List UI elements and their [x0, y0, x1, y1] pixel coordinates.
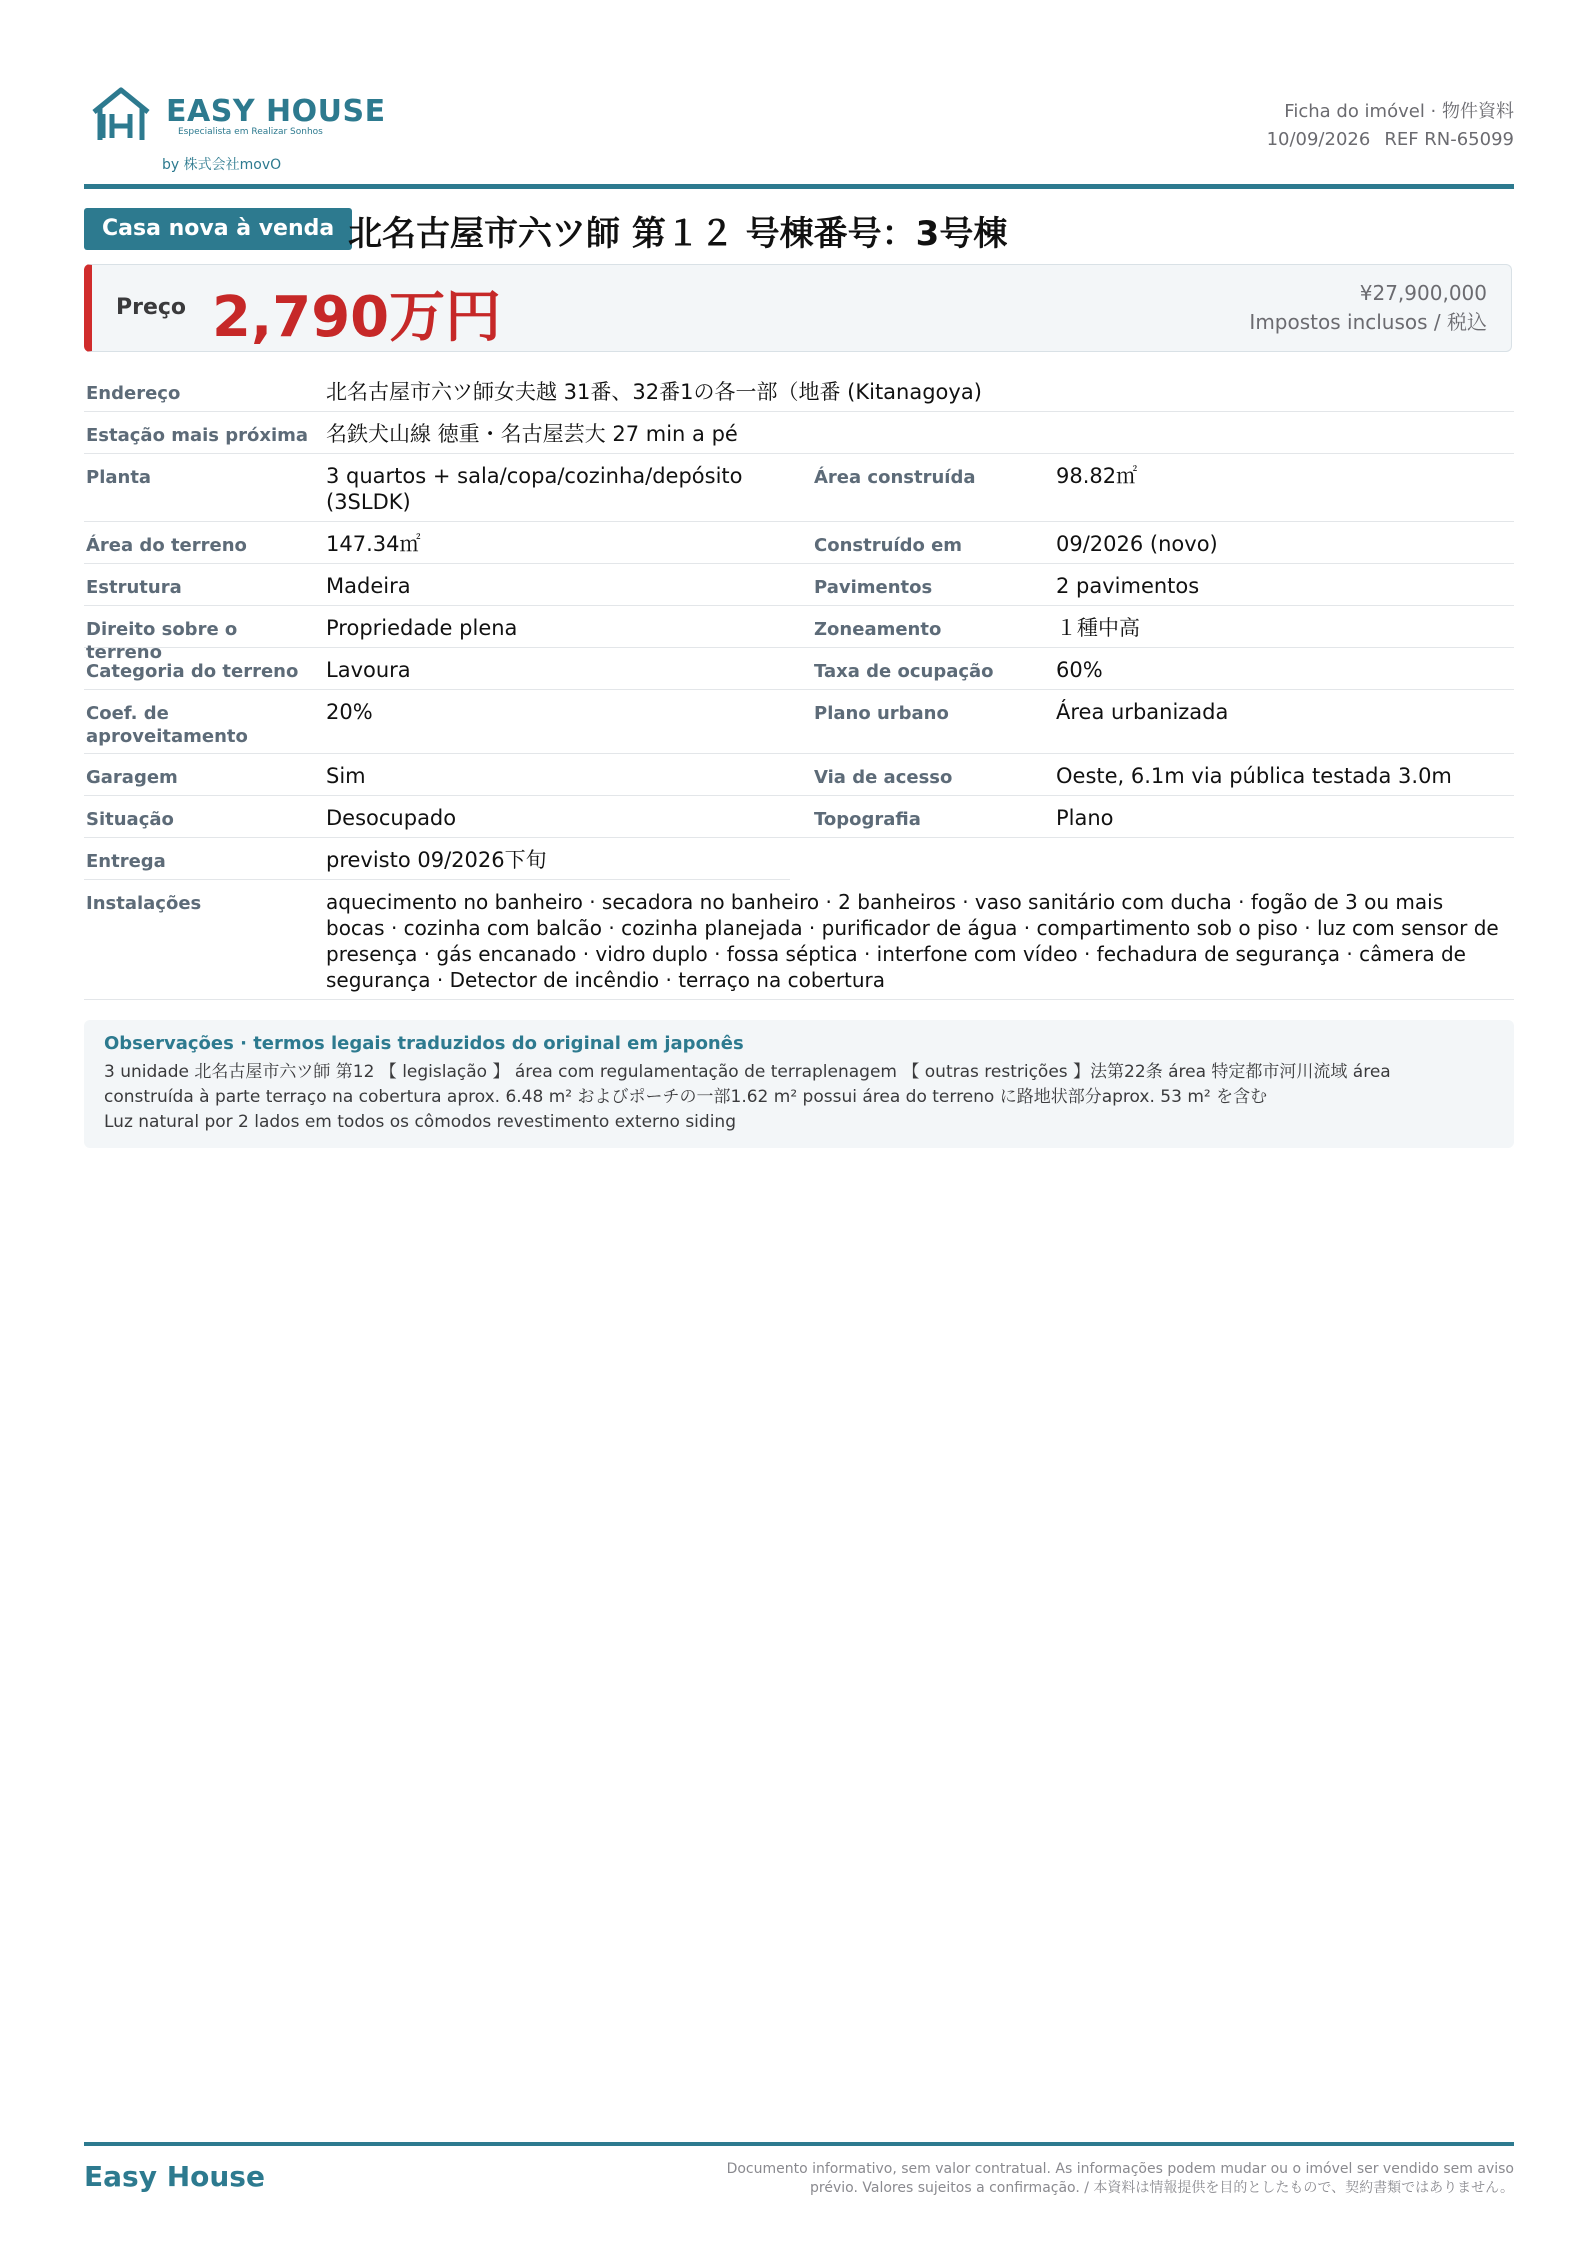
spec-label: Plano urbano [814, 703, 949, 724]
spec-value: 名鉄犬山線 徳重・名古屋芸大 27 min a pé [326, 422, 738, 446]
spec-value: previsto 09/2026下旬 [326, 848, 547, 872]
spec-row-land-area [84, 522, 1514, 564]
spec-row-parking [84, 754, 1514, 796]
spec-row-status [84, 796, 1514, 838]
document-date: 10/09/2026 [1266, 129, 1371, 150]
spec-value: Madeira [326, 574, 411, 598]
spec-row-station [84, 412, 1514, 454]
reference-code: REF RN-65099 [1384, 129, 1514, 150]
spec-value: Plano [1056, 806, 1114, 830]
document-type: Ficha do imóvel · 物件資料 [1284, 101, 1514, 122]
spec-value: 北名古屋市六ツ師女夫越 31番、32番1の各一部（地番 (Kitanagoya) [326, 380, 982, 404]
spec-row-land-category [84, 648, 1514, 690]
brand-company: by 株式会社movO [162, 157, 282, 173]
price-yen: ¥27,900,000 [1359, 281, 1487, 305]
spec-row-facilities [84, 880, 1514, 1000]
spec-label: Endereço [86, 383, 181, 404]
spec-label: Taxa de ocupação [814, 661, 994, 682]
footer-disclaimer [614, 2160, 1514, 2198]
spec-label: Construído em [814, 535, 963, 556]
listing-type-badge: Casa nova à venda [84, 208, 352, 250]
spec-value: 20% [326, 700, 373, 724]
spec-label: Instalações [86, 893, 202, 914]
notes-line: Luz natural por 2 lados em todos os cômodos revestimento externo siding [104, 1112, 736, 1132]
footer-divider [84, 2142, 1514, 2146]
disclaimer-line: Documento informativo, sem valor contratual. As informações podem mudar ou o imóvel ser vendido sem aviso [726, 2161, 1514, 2177]
price-details [1249, 279, 1487, 337]
spec-row-land-rights [84, 606, 1514, 663]
price-box [84, 264, 1512, 352]
spec-value: Desocupado [326, 806, 457, 830]
spec-value: Lavoura [326, 658, 411, 682]
spec-row-structure [84, 564, 1514, 606]
spec-label: Categoria do terreno [86, 661, 299, 682]
disclaimer-line: prévio. Valores sujeitos a confirmação. / 本資料は情報提供を目的としたもので、契約書類ではありません。 [810, 2180, 1514, 2196]
spec-label: Área do terreno [86, 535, 247, 556]
spec-label: Direito sobre o terreno [86, 619, 238, 663]
spec-row-layout [84, 454, 1514, 522]
footer-brand: Easy House [84, 2160, 265, 2193]
spec-row-address [84, 370, 1514, 412]
notes-box [84, 1020, 1514, 1148]
title-row [84, 208, 1514, 252]
price-value: 2,790万円 [212, 285, 502, 350]
property-title: 北名古屋市六ツ師 第１２ 号棟番号：3号棟 [348, 214, 1008, 254]
spec-label: Estrutura [86, 577, 182, 598]
spec-label: Área construída [814, 467, 976, 488]
spec-value: 09/2026 (novo) [1056, 532, 1218, 556]
house-icon [90, 86, 152, 144]
date-ref-line [1253, 126, 1514, 154]
tax-note: Impostos inclusos / 税込 [1249, 310, 1487, 334]
spec-value: Propriedade plena [326, 616, 518, 640]
brand-logo [90, 84, 420, 174]
spec-value: aquecimento no banheiro · secadora no banheiro · 2 banheiros · vaso sanitário com ducha · fogão de 3 ou mais bocas · cozinha com balcão · cozinha planejada · purificador de água · compartimento sob o piso · luz com sensor de presença · gás encanado · vidro duplo · fossa séptica · interfone com vídeo · fechadura de segurança · câmera de segurança · Detector de incêndio · terraço na cobertura [326, 890, 1499, 992]
spec-value: 3 quartos + sala/copa/cozinha/depósito (3SLDK) [326, 464, 743, 514]
spec-value: 147.34㎡ [326, 532, 421, 556]
property-sheet [84, 0, 1514, 2246]
notes-body [104, 1060, 1494, 1135]
spec-label: Coef. de aproveitamento [86, 703, 248, 747]
spec-label: Entrega [86, 851, 166, 872]
notes-line: 3 unidade 北名古屋市六ツ師 第12 【 legislação 】 área com regulamentação de terraplenagem 【 outras restrições 】法第22条 área 特定都市河川流域 área [104, 1062, 1391, 1082]
spec-label: Via de acesso [814, 767, 953, 788]
spec-value: 98.82㎡ [1056, 464, 1138, 488]
spec-label: Planta [86, 467, 152, 488]
spec-value: 2 pavimentos [1056, 574, 1200, 598]
document-meta [1253, 98, 1514, 154]
spec-row-far [84, 690, 1514, 754]
notes-title: Observações · termos legais traduzidos do original em japonês [104, 1033, 744, 1054]
price-label: Preço [116, 295, 187, 320]
spec-label: Garagem [86, 767, 178, 788]
spec-label: Pavimentos [814, 577, 933, 598]
spec-value: 60% [1056, 658, 1103, 682]
header [84, 80, 1514, 184]
spec-label: Topografia [814, 809, 921, 830]
brand-tagline: Especialista em Realizar Sonhos [178, 127, 323, 137]
spec-label: Estação mais próxima [86, 425, 309, 446]
spec-value: Área urbanizada [1056, 700, 1229, 724]
spec-label: Situação [86, 809, 174, 830]
spec-row-delivery [84, 838, 1514, 880]
spec-table [84, 370, 1514, 1000]
spec-value: Oeste, 6.1m via pública testada 3.0m [1056, 764, 1452, 788]
spec-label: Zoneamento [814, 619, 942, 640]
spec-value: １種中高 [1056, 616, 1140, 640]
brand-name: EASY HOUSE [166, 94, 386, 129]
notes-line: construída à parte terraço na cobertura aprox. 6.48 m² およびポーチの一部1.62 m² possui área do terreno に路地状部分aprox. 53 m² を含む [104, 1087, 1268, 1107]
header-divider [84, 184, 1514, 189]
spec-value: Sim [326, 764, 366, 788]
